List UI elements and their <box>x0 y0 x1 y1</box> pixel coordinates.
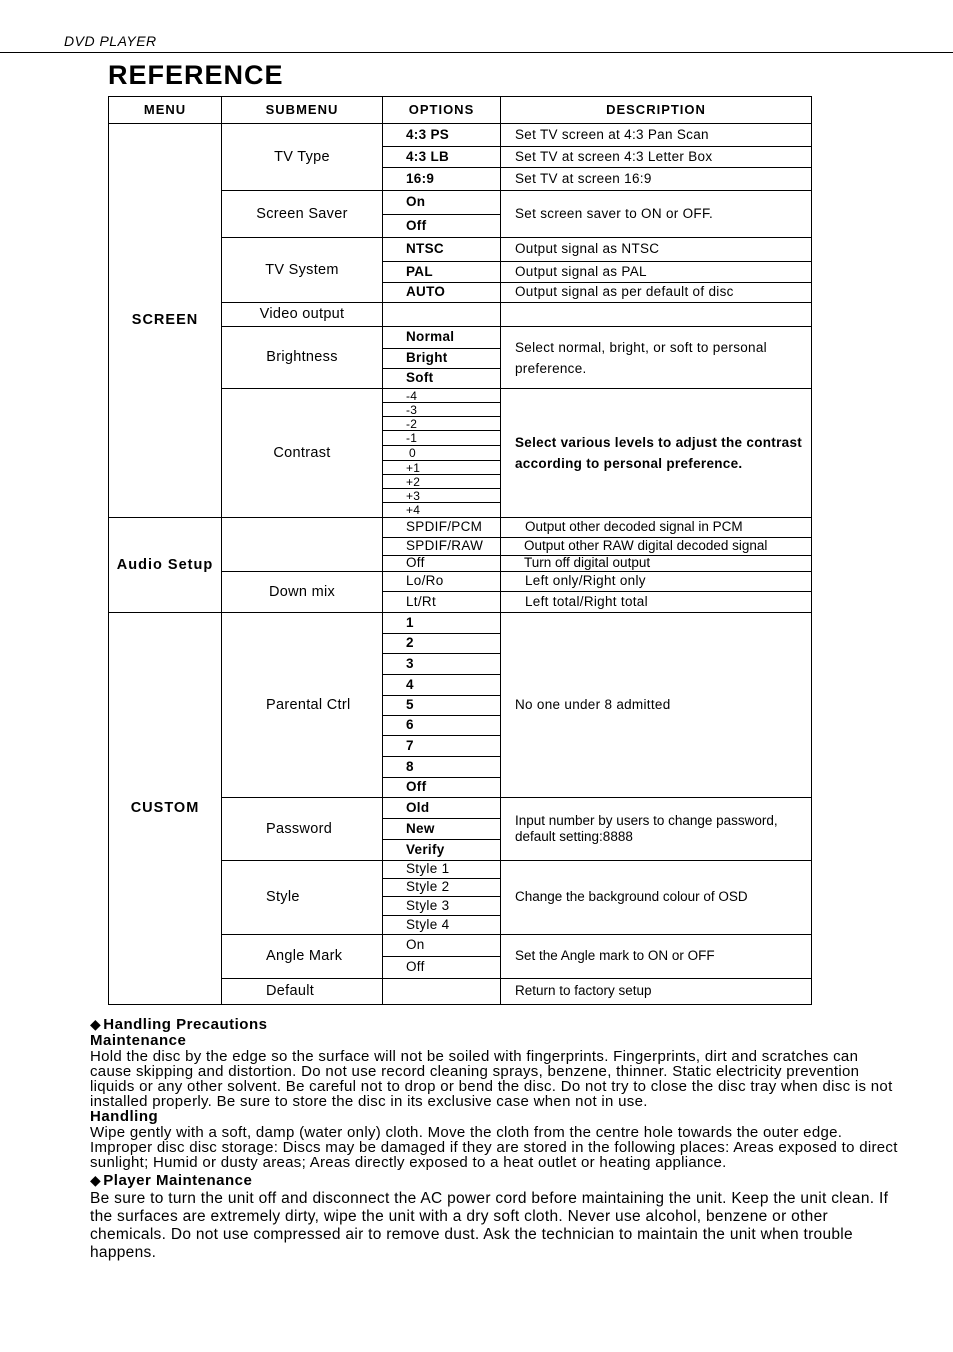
desc-lo-ro: Left only/Right only <box>500 571 812 592</box>
desc-angle-mark: Set the Angle mark to ON or OFF <box>500 934 812 979</box>
notes-section <box>90 1015 900 1262</box>
option-spdif-pcm: SPDIF/PCM <box>382 517 501 538</box>
option-angle-on: On <box>382 934 501 957</box>
option-lt-rt: Lt/Rt <box>382 591 501 613</box>
option-parental-4: 4 <box>382 674 501 696</box>
desc-16-9: Set TV at screen 16:9 <box>500 167 812 191</box>
desc-pal: Output signal as PAL <box>500 261 812 283</box>
desc-video-output-empty <box>500 302 812 327</box>
option-password-old: Old <box>382 797 501 819</box>
option-soft: Soft <box>382 368 501 389</box>
diamond-bullet-icon: ◆ <box>90 1172 102 1188</box>
desc-screen-saver: Set screen saver to ON or OFF. <box>500 190 812 238</box>
desc-style: Change the background colour of OSD <box>500 860 812 935</box>
desc-lt-rt: Left total/Right total <box>500 591 812 613</box>
option-lo-ro: Lo/Ro <box>382 571 501 592</box>
option-angle-off: Off <box>382 956 501 979</box>
option-style-1: Style 1 <box>382 860 501 879</box>
option-password-new: New <box>382 818 501 840</box>
option-contrast-m3: -3 <box>382 402 501 417</box>
submenu-video-output: Video output <box>221 302 383 327</box>
option-parental-2: 2 <box>382 633 501 654</box>
player-maintenance-heading <box>90 1171 900 1190</box>
maintenance-text: Hold the disc by the edge so the surface will not be soiled with fingerprints. Fingerprints, dirt and scratches can cause skipping and distortion. Do not use record cleaning sprays, benzene, thinner. Static electricity prevention liquids or any other solvent. Be careful not to drop or bend the disc. Do not try to close the disc tray when disc is not installed properly. Be sure to store the disc in its exclusive case when not in use. <box>90 1048 893 1110</box>
option-parental-8: 8 <box>382 756 501 778</box>
submenu-screen-saver: Screen Saver <box>221 190 383 238</box>
option-bright: Bright <box>382 348 501 369</box>
menu-audio-setup: Audio Setup <box>108 517 222 613</box>
option-parental-5: 5 <box>382 695 501 716</box>
menu-custom: CUSTOM <box>108 612 222 1005</box>
desc-4-3-ps: Set TV screen at 4:3 Pan Scan <box>500 123 812 147</box>
option-contrast-p3: +3 <box>382 488 501 503</box>
handling-text: Wipe gently with a soft, damp (water only) cloth. Move the cloth from the centre hole towards the outer edge. Improper disc disc storage: Discs may be damaged if they are stored in the following places: Areas exposed to direct sunlight; Humid or dusty areas; Areas directly exposed to a heat outlet or heating appliance. <box>90 1124 898 1171</box>
option-contrast-p1: +1 <box>382 460 501 475</box>
desc-brightness: Select normal, bright, or soft to personal preference. <box>500 326 812 389</box>
desc-ntsc: Output signal as NTSC <box>500 237 812 262</box>
option-spdif-raw: SPDIF/RAW <box>382 537 501 556</box>
option-contrast-m4: -4 <box>382 388 501 403</box>
maintenance-heading: Maintenance <box>90 1032 187 1049</box>
submenu-tv-type: TV Type <box>221 123 383 191</box>
submenu-password: Password <box>221 797 383 861</box>
desc-auto: Output signal as per default of disc <box>500 282 812 303</box>
option-normal: Normal <box>382 326 501 349</box>
column-header-submenu: SUBMENU <box>221 96 383 124</box>
page-title: REFERENCE <box>108 60 284 90</box>
option-4-3-ps: 4:3 PS <box>382 123 501 147</box>
submenu-angle-mark: Angle Mark <box>221 934 383 979</box>
desc-spdif-raw: Output other RAW digital decoded signal <box>500 537 812 556</box>
option-saver-on: On <box>382 190 501 215</box>
desc-parental-ctrl: No one under 8 admitted <box>500 612 812 798</box>
option-contrast-p2: +2 <box>382 474 501 489</box>
option-contrast-m2: -2 <box>382 416 501 431</box>
desc-contrast: Select various levels to adjust the contrast according to personal preference. <box>500 388 812 518</box>
option-saver-off: Off <box>382 214 501 238</box>
submenu-parental-ctrl: Parental Ctrl <box>221 612 383 798</box>
player-maintenance-text: Be sure to turn the unit off and disconnect the AC power cord before maintaining the unit. Keep the unit clean. If the surfaces are extremely dirty, wipe the unit with a dry soft cloth. Never use alcohol, benzene or other chemicals. Do not use compressed air to remove dust. Ask the technician to maintain the unit when trouble happens. <box>90 1190 889 1261</box>
player-maintenance-label: Player Maintenance <box>103 1172 253 1189</box>
header-title: DVD PLAYER <box>64 33 157 49</box>
option-parental-6: 6 <box>382 715 501 736</box>
desc-spdif-pcm: Output other decoded signal in PCM <box>500 517 812 538</box>
option-video-output-empty <box>382 302 501 327</box>
column-header-menu: MENU <box>108 96 222 124</box>
diamond-bullet-icon: ◆ <box>90 1016 102 1032</box>
submenu-brightness: Brightness <box>221 326 383 389</box>
submenu-default: Default <box>221 978 383 1005</box>
handling-precautions-label: Handling Precautions <box>103 1016 268 1033</box>
submenu-contrast: Contrast <box>221 388 383 518</box>
option-16-9: 16:9 <box>382 167 501 191</box>
handling-heading: Handling <box>90 1108 159 1125</box>
option-auto: AUTO <box>382 282 501 303</box>
option-parental-3: 3 <box>382 653 501 675</box>
option-pal: PAL <box>382 261 501 283</box>
option-password-verify: Verify <box>382 839 501 861</box>
handling-precautions-heading <box>90 1015 900 1034</box>
column-header-description: DESCRIPTION <box>500 96 812 124</box>
option-parental-7: 7 <box>382 735 501 757</box>
desc-4-3-lb: Set TV at screen 4:3 Letter Box <box>500 146 812 168</box>
desc-password: Input number by users to change password, default setting:8888 <box>500 797 812 861</box>
desc-default: Return to factory setup <box>500 978 812 1005</box>
option-ntsc: NTSC <box>382 237 501 262</box>
option-style-2: Style 2 <box>382 878 501 897</box>
option-parental-1: 1 <box>382 612 501 634</box>
column-header-options: OPTIONS <box>382 96 501 124</box>
option-style-4: Style 4 <box>382 915 501 935</box>
option-contrast-0: 0 <box>382 445 501 461</box>
option-spdif-off: Off <box>382 555 501 572</box>
option-default-empty <box>382 978 501 1005</box>
submenu-spdif-empty <box>221 517 383 572</box>
option-4-3-lb: 4:3 LB <box>382 146 501 168</box>
desc-spdif-off: Turn off digital output <box>500 555 812 572</box>
submenu-style: Style <box>221 860 383 935</box>
submenu-tv-system: TV System <box>221 237 383 303</box>
option-contrast-m1: -1 <box>382 430 501 446</box>
option-style-3: Style 3 <box>382 896 501 916</box>
option-contrast-p4: +4 <box>382 502 501 518</box>
menu-screen: SCREEN <box>108 123 222 518</box>
option-parental-off: Off <box>382 777 501 798</box>
submenu-down-mix: Down mix <box>221 571 383 613</box>
